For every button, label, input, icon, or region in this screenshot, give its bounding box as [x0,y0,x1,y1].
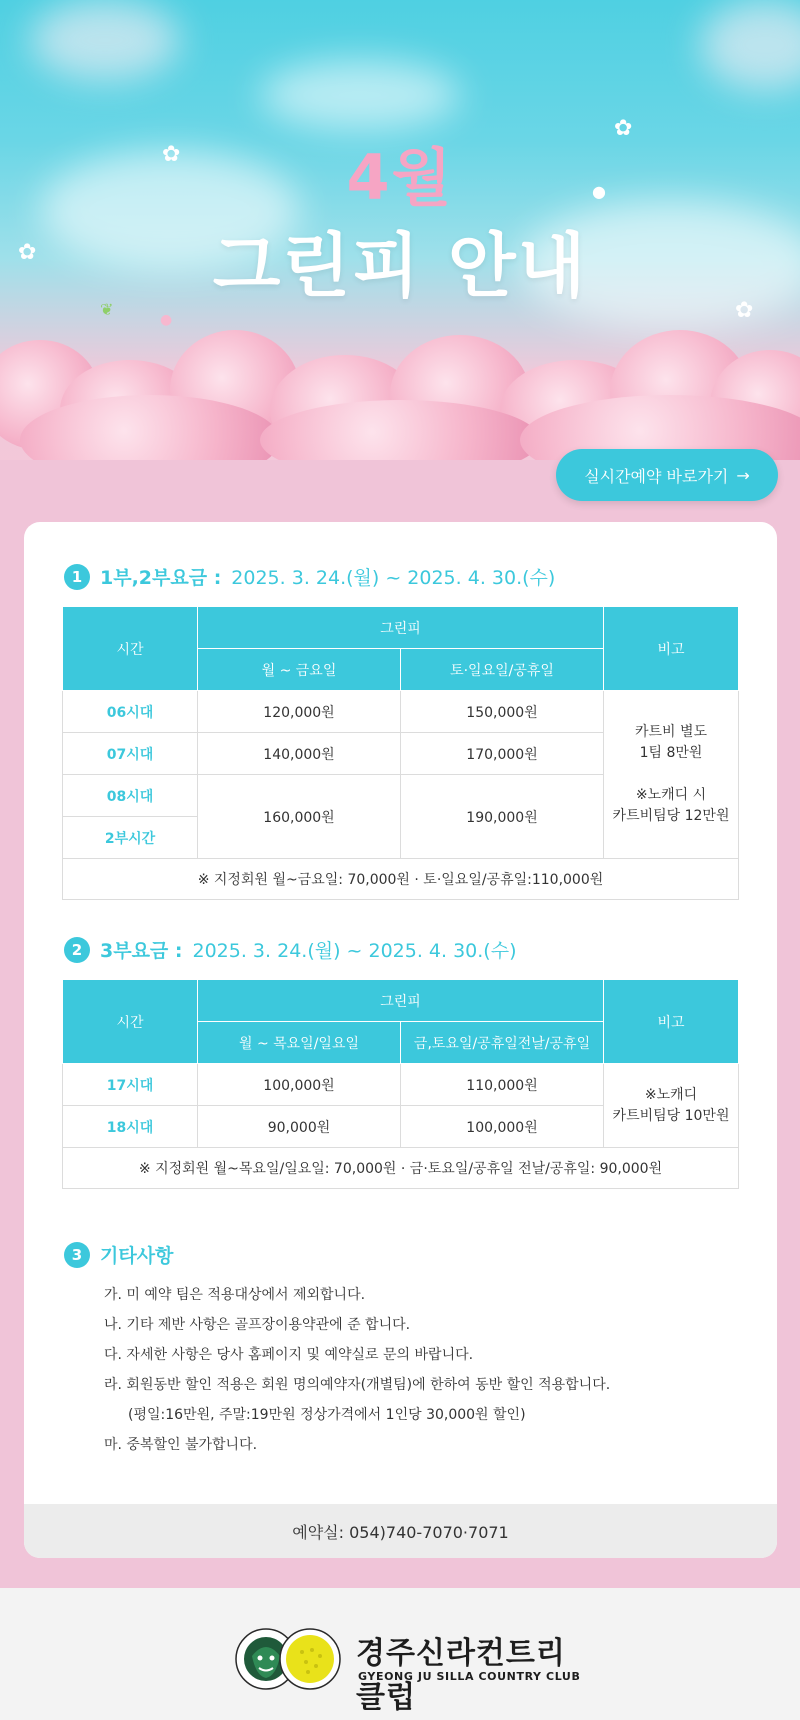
time-cell: 18시대 [63,1106,198,1148]
list-item: 가. 미 예약 팀은 적용대상에서 제외합니다. [104,1287,366,1303]
table-row [63,691,739,733]
time-cell: 2부시간 [63,817,198,859]
weekend-fee-cell: 190,000원 [401,775,604,859]
section-label: 1부,2부요금 : [100,567,222,589]
weekday-fee-cell: 100,000원 [198,1064,401,1106]
col-header-time: 시간 [63,607,198,691]
petal-icon: ✿ [18,240,37,265]
col-header-note: 비고 [604,980,739,1064]
member-footnote: ※ 지정회원 월~목요일/일요일: 70,000원 · 금·토요일/공휴일 전날/공휴일: 90,000원 [63,1148,739,1189]
club-emblem-icon [232,1626,344,1692]
time-cell: 08시대 [63,775,198,817]
weekend-fee-cell: 170,000원 [401,733,604,775]
realtime-reservation-button[interactable] [556,449,778,501]
section2-heading [64,936,517,963]
col-header-greenfee: 그린피 [198,980,604,1022]
section-number-badge: 3 [64,1242,90,1268]
weekday-fee-cell: 90,000원 [198,1106,401,1148]
cta-label: 실시간예약 바로가기 [584,466,729,486]
weekday-fee-cell: 140,000원 [198,733,401,775]
note-cell: ※노캐디 카트비팀당 10만원 [604,1064,739,1148]
club-name-english: GYEONG JU SILLA COUNTRY CLUB [358,1670,581,1683]
col-header-weekend: 토·일요일/공휴일 [401,649,604,691]
cherry-blossom-band [0,300,800,470]
petal-icon: ✿ [735,298,754,323]
hero-banner [0,0,800,470]
table-row [63,1064,739,1106]
section1-heading [64,563,555,590]
time-cell: 06시대 [63,691,198,733]
col-header-greenfee: 그린피 [198,607,604,649]
section-period: 2025. 3. 24.(월) ~ 2025. 4. 30.(수) [231,567,556,589]
section-label: 3부요금 : [100,940,183,962]
note-cell: 카트비 별도 1팀 8만원 ※노캐디 시 카트비팀당 12만원 [604,691,739,859]
list-item: 다. 자세한 사항은 당사 홈페이지 및 예약실로 문의 바랍니다. [104,1347,474,1363]
col-header-weekend: 금,토요일/공휴일전날/공휴일 [401,1022,604,1064]
cloud [700,0,800,90]
weekend-fee-cell: 100,000원 [401,1106,604,1148]
fee-table-1 [62,606,739,900]
leaf-icon: ❦ [100,300,114,319]
col-header-weekday: 월 ~ 금요일 [198,649,401,691]
notes-list [104,1280,610,1460]
section-number-badge: 2 [64,937,90,963]
section3-heading [64,1241,173,1268]
hero-month: 4월 [346,141,454,214]
greenfee-card [24,522,777,1558]
col-header-note: 비고 [604,607,739,691]
col-header-weekday: 월 ~ 목요일/일요일 [198,1022,401,1064]
weekend-fee-cell: 110,000원 [401,1064,604,1106]
time-cell: 17시대 [63,1064,198,1106]
club-name-korean: 경주신라컨트리클럽 [356,1636,566,1715]
col-header-time: 시간 [63,980,198,1064]
section-label: 기타사항 [100,1245,174,1267]
petal-icon: ✿ [614,116,633,141]
weekday-fee-cell: 120,000원 [198,691,401,733]
section-period: 2025. 3. 24.(월) ~ 2025. 4. 30.(수) [192,940,517,962]
arrow-right-icon: → [736,465,750,485]
member-footnote: ※ 지정회원 월~금요일: 70,000원 · 토·일요일/공휴일:110,000원 [63,859,739,900]
footer-logo-area [0,1588,800,1720]
petal-icon: ✿ [162,142,181,167]
list-item: 나. 기타 제반 사항은 골프장이용약관에 준 합니다. [104,1317,411,1333]
reservation-phone: 예약실: 054)740-7070·7071 [24,1504,777,1558]
cloud [260,60,460,130]
club-logo [232,1626,592,1715]
weekend-fee-cell: 150,000원 [401,691,604,733]
section-number-badge: 1 [64,564,90,590]
time-cell: 07시대 [63,733,198,775]
list-item: (평일:16만원, 주말:19만원 정상가격에서 1인당 30,000원 할인) [128,1407,526,1423]
list-item: 라. 회원동반 할인 적용은 회원 명의예약자(개별팀)에 한하여 동반 할인 적용합니다. [104,1377,611,1393]
petal-icon: ● [592,182,606,201]
petal-icon: ● [160,312,173,328]
list-item: 마. 중복할인 불가합니다. [104,1437,258,1453]
cloud [30,0,180,80]
hero-title: 그린피 안내 [212,225,588,307]
fee-table-2 [62,979,739,1189]
weekday-fee-cell: 160,000원 [198,775,401,859]
